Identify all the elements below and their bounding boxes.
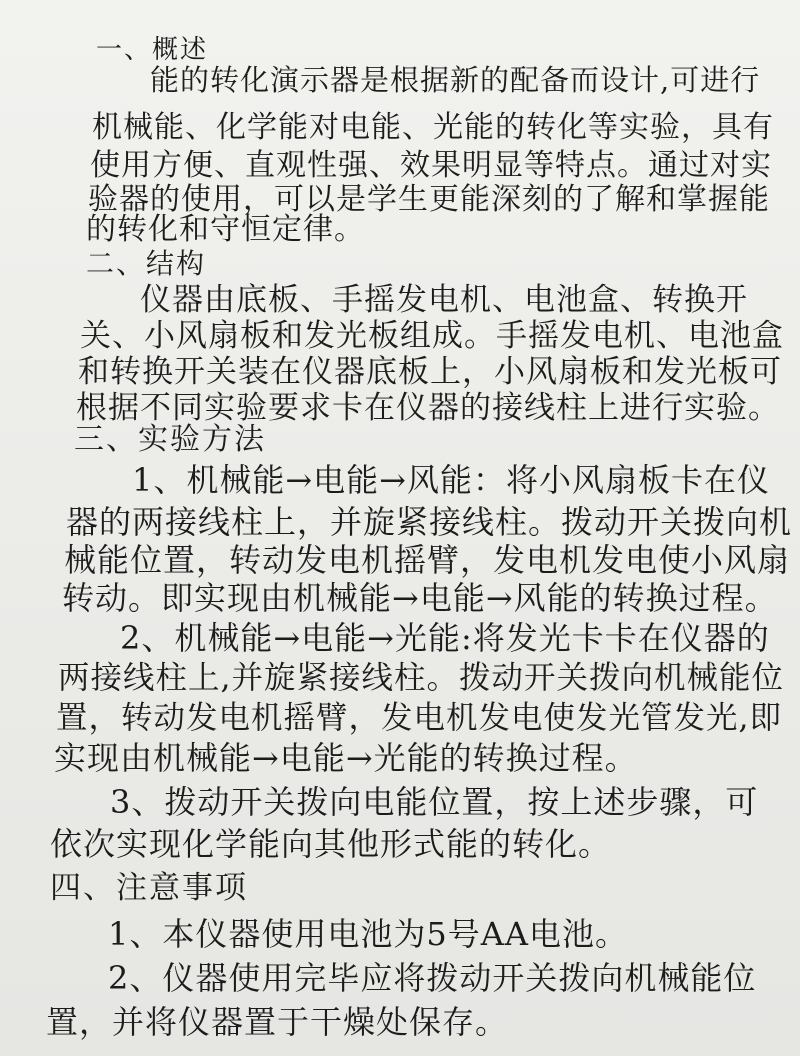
paragraph-line: 使用方便、直观性强、效果明显等特点。通过对实 (90, 148, 772, 183)
section-heading-method: 三、实验方法 (74, 422, 266, 457)
paragraph-line: 置，并将仪器置于干燥处保存。 (46, 1003, 509, 1041)
paragraph-line: 3、拨动开关拨向电能位置，按上述步骤，可 (110, 783, 759, 821)
paragraph-line: 2、仪器使用完毕应将拨动开关拨向机械能位 (108, 959, 757, 997)
paragraph-line: 依次实现化学能向其他形式能的转化。 (50, 825, 612, 863)
paragraph-line: 1、机械能→电能→风能：将小风扇板卡在仪 (132, 461, 770, 499)
paragraph-line: 转动。即实现由机械能→电能→风能的转换过程。 (62, 579, 778, 617)
paragraph-line: 能的转化演示器是根据新的配备而设计,可进行 (150, 63, 761, 97)
paragraph-line: 机械能、化学能对电能、光能的转化等实验，具有 (92, 110, 774, 145)
paragraph-line: 的转化和守恒定律。 (86, 212, 365, 247)
paragraph-line: 关、小风扇板和发光板组成。手摇发电机、电池盒 (80, 318, 784, 354)
paragraph-line: 器的两接线柱上，并旋紧接线柱。拨动开关拨向机 (66, 503, 793, 541)
paragraph-line: 和转换开关装在仪器底板上，小风扇板和发光板可 (78, 354, 782, 390)
paragraph-line: 根据不同实验要求卡在仪器的接线柱上进行实验。 (76, 390, 780, 426)
paragraph-line: 仪器由底板、手摇发电机、电池盒、转换开 (140, 282, 748, 318)
paragraph-line: 验器的使用，可以是学生更能深刻的了解和掌握能 (88, 182, 770, 217)
paragraph-line: 1、本仪器使用电池为5号AA电池。 (108, 915, 628, 953)
paragraph-line: 置，转动发电机摇臂，发电机发电使发光管发光,即 (56, 700, 783, 736)
paragraph-line: 两接线柱上,并旋紧接线柱。拨动开关拨向机械能位 (58, 660, 785, 696)
section-heading-notes: 四、注意事项 (50, 870, 248, 906)
paragraph-line: 械能位置，转动发电机摇臂，发电机发电使小风扇 (64, 541, 791, 579)
section-heading-structure: 二、结构 (86, 247, 207, 280)
paragraph-line: 实现由机械能→电能→光能的转换过程。 (54, 739, 638, 777)
paragraph-line: 2、机械能→电能→光能:将发光卡卡在仪器的 (120, 619, 770, 657)
section-heading-overview: 一、概述 (96, 35, 209, 65)
